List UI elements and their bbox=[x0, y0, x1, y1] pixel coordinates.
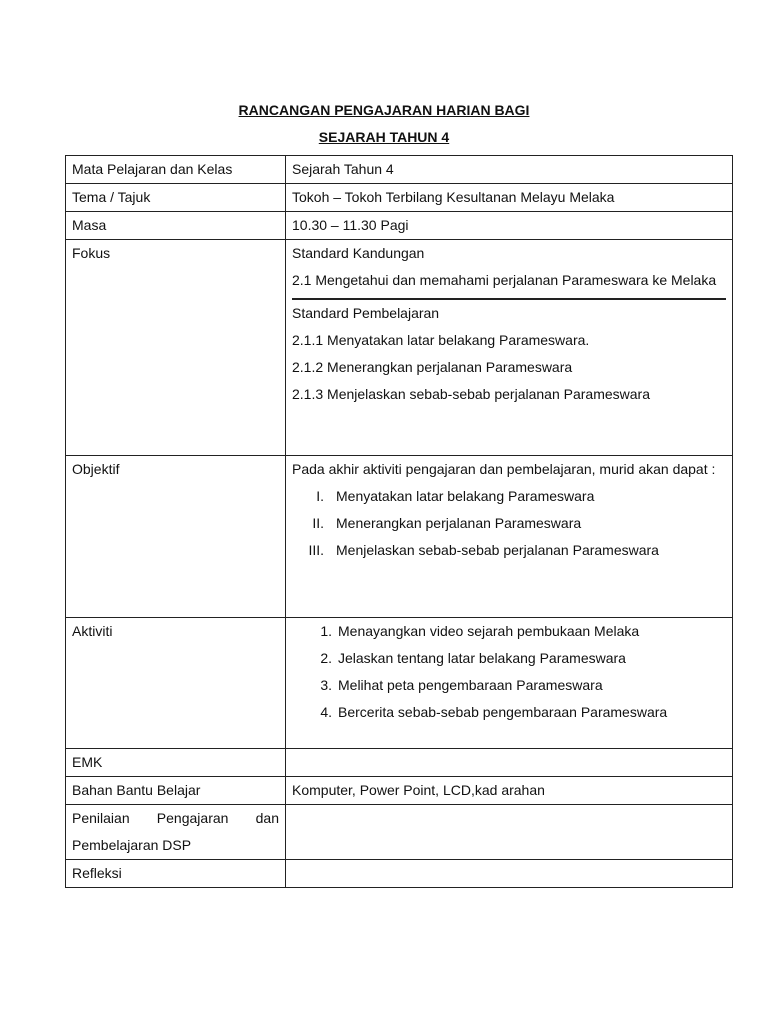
list-item-text: Jelaskan tentang latar belakang Parameswara bbox=[338, 650, 626, 666]
table-row bbox=[66, 240, 733, 456]
list-marker: 1. bbox=[320, 623, 332, 639]
document-subtitle: SEJARAH TAHUN 4 bbox=[318, 129, 450, 145]
list-item-text: Bercerita sebab-sebab pengembaraan Parameswara bbox=[338, 704, 668, 720]
table-row bbox=[66, 212, 733, 240]
row-value-mata-pelajaran: Sejarah Tahun 4 bbox=[286, 156, 733, 184]
aktiviti-list bbox=[292, 618, 726, 726]
table-row bbox=[66, 156, 733, 184]
row-value-fokus bbox=[286, 240, 733, 456]
row-value-tema: Tokoh – Tokoh Terbilang Kesultanan Melayu Melaka bbox=[286, 184, 733, 212]
list-item bbox=[292, 699, 726, 726]
list-item bbox=[292, 510, 726, 537]
list-item bbox=[292, 645, 726, 672]
row-label-mata-pelajaran: Mata Pelajaran dan Kelas bbox=[66, 156, 286, 184]
row-value-penilaian bbox=[286, 805, 733, 860]
objektif-intro: Pada akhir aktiviti pengajaran dan pembelajaran, murid akan dapat : bbox=[292, 461, 716, 477]
list-marker: I. bbox=[316, 488, 324, 504]
row-value-bahan: Komputer, Power Point, LCD,kad arahan bbox=[286, 777, 733, 805]
table-row bbox=[66, 860, 733, 888]
standard-pembelajaran-item: 2.1.3 Menjelaskan sebab-sebab perjalanan Parameswara bbox=[292, 386, 650, 402]
list-item bbox=[292, 483, 726, 510]
row-label-emk: EMK bbox=[66, 749, 286, 777]
row-value-refleksi bbox=[286, 860, 733, 888]
list-item-text: Menerangkan perjalanan Parameswara bbox=[336, 515, 582, 531]
row-value-masa: 10.30 – 11.30 Pagi bbox=[286, 212, 733, 240]
table-row bbox=[66, 618, 733, 749]
row-label-aktiviti: Aktiviti bbox=[66, 618, 286, 749]
list-item-text: Menyatakan latar belakang Parameswara bbox=[336, 488, 595, 504]
row-value-emk bbox=[286, 749, 733, 777]
table-row bbox=[66, 456, 733, 618]
row-value-aktiviti bbox=[286, 618, 733, 749]
row-label-fokus: Fokus bbox=[66, 240, 286, 456]
list-marker: III. bbox=[308, 542, 324, 558]
row-label-bahan: Bahan Bantu Belajar bbox=[66, 777, 286, 805]
standard-pembelajaran-item: 2.1.2 Menerangkan perjalanan Parameswara bbox=[292, 359, 573, 375]
list-marker: II. bbox=[312, 515, 324, 531]
lesson-plan-table bbox=[65, 155, 733, 888]
row-label-objektif: Objektif bbox=[66, 456, 286, 618]
list-item bbox=[292, 672, 726, 699]
list-marker: 4. bbox=[320, 704, 332, 720]
list-item-text: Menjelaskan sebab-sebab perjalanan Parameswara bbox=[336, 542, 659, 558]
objektif-list bbox=[292, 483, 726, 564]
standard-kandungan-text: 2.1 Mengetahui dan memahami perjalanan Parameswara ke Melaka bbox=[292, 272, 717, 288]
list-item bbox=[292, 537, 726, 564]
standard-pembelajaran-item: 2.1.1 Menyatakan latar belakang Parameswara. bbox=[292, 332, 590, 348]
list-marker: 2. bbox=[320, 650, 332, 666]
list-item-text: Melihat peta pengembaraan Parameswara bbox=[338, 677, 603, 693]
table-row bbox=[66, 184, 733, 212]
list-item bbox=[292, 618, 726, 645]
document-title: RANCANGAN PENGAJARAN HARIAN BAGI bbox=[238, 102, 530, 118]
standard-kandungan-title: Standard Kandungan bbox=[292, 245, 425, 261]
table-row bbox=[66, 749, 733, 777]
list-marker: 3. bbox=[320, 677, 332, 693]
row-value-objektif bbox=[286, 456, 733, 618]
list-item-text: Menayangkan video sejarah pembukaan Melaka bbox=[338, 623, 640, 639]
row-label-tema: Tema / Tajuk bbox=[66, 184, 286, 212]
table-row bbox=[66, 777, 733, 805]
row-label-penilaian: Penilaian Pengajaran dan Pembelajaran DSP bbox=[66, 805, 286, 860]
row-label-masa: Masa bbox=[66, 212, 286, 240]
row-label-refleksi: Refleksi bbox=[66, 860, 286, 888]
table-row bbox=[66, 805, 733, 860]
standard-pembelajaran-title: Standard Pembelajaran bbox=[292, 305, 440, 321]
